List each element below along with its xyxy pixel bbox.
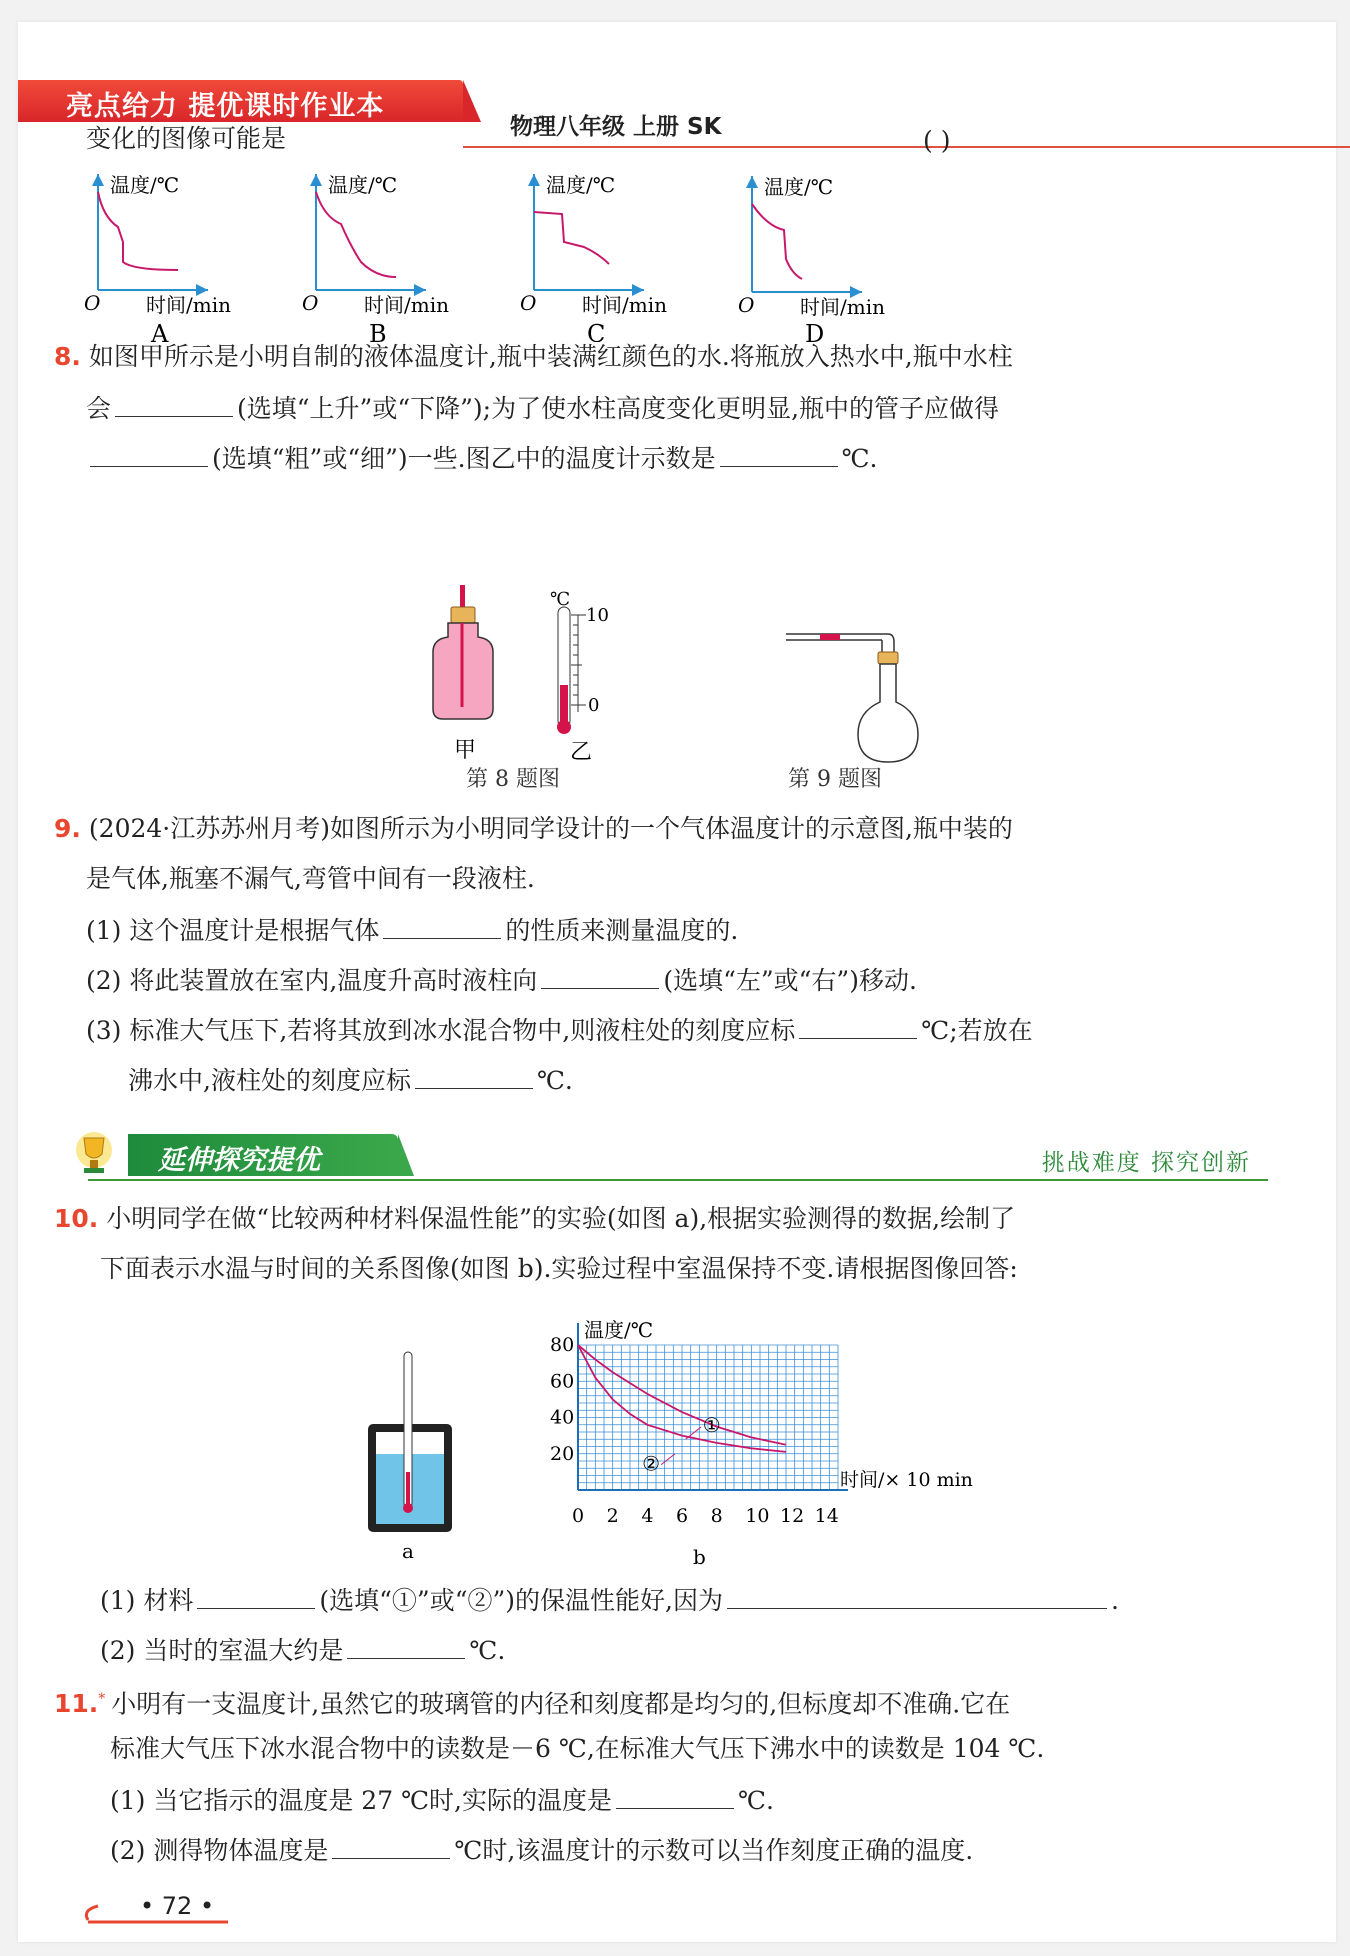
graph-a-origin: O — [84, 291, 101, 315]
chart-xlabel: 时间/× 10 min — [840, 1469, 973, 1491]
q10-blank-3[interactable] — [347, 1632, 465, 1659]
q10-blank-2[interactable] — [727, 1582, 1107, 1609]
x-tick-label: 2 — [606, 1505, 619, 1527]
chart-axes — [578, 1323, 848, 1490]
q8-line3: (选填“粗”或“细”)一些.图乙中的温度计示数是 ℃. — [86, 440, 878, 476]
q11-line1: 11.* 小明有一支温度计,虽然它的玻璃管的内径和刻度都是均匀的,但标度却不准确.它在 — [54, 1689, 1011, 1719]
x-tick-label: 14 — [814, 1505, 839, 1527]
q11-mark: * — [98, 1691, 106, 1707]
q10-blank-1[interactable] — [197, 1582, 315, 1609]
x-tick-label: 6 — [676, 1505, 689, 1527]
section-title: 延伸探究提优 — [158, 1145, 320, 1176]
q10-fig-b-label: b — [693, 1545, 706, 1569]
q8-fig-yi: 乙 — [570, 740, 593, 765]
graph-b-xlabel: 时间/min — [364, 293, 449, 317]
graph-b-letter: B — [369, 320, 387, 342]
section-rule — [88, 1179, 1268, 1181]
graph-c-curve — [534, 212, 609, 264]
graph-d-ylabel: 温度/℃ — [764, 175, 834, 199]
graph-a-curve — [98, 192, 178, 270]
q11-blank-2[interactable] — [332, 1832, 450, 1859]
q11-part1: (1) 当它指示的温度是 27 ℃时,实际的温度是 ℃. — [110, 1782, 774, 1818]
therm-10: 10 — [586, 605, 609, 626]
series-title: 亮点给力 提优课时作业本 — [66, 91, 385, 122]
q10-line1: 10. 小明同学在做“比较两种材料保温性能”的实验(如图 a),根据实验测得的数据,绘制了 — [54, 1204, 1016, 1233]
liquid-thermometer-bottle — [433, 585, 493, 719]
q11-number: 11. — [54, 1689, 99, 1719]
q9-blank-2[interactable] — [541, 962, 659, 989]
header-rule — [463, 146, 1350, 148]
x-tick-label: 4 — [641, 1505, 654, 1527]
subject-label: 物理八年级 上册 SK — [510, 114, 722, 140]
graph-d-xlabel: 时间/min — [800, 295, 885, 319]
q9-figure — [778, 622, 938, 772]
q8-figure — [418, 577, 638, 787]
graph-b — [302, 173, 449, 342]
q9-part1: (1) 这个温度计是根据气体 的性质来测量温度的. — [86, 912, 738, 948]
section-subtitle: 挑战难度 探究创新 — [1041, 1150, 1251, 1176]
q8-line1: 8. 如图甲所示是小明自制的液体温度计,瓶中装满红颜色的水.将瓶放入热水中,瓶中水柱 — [54, 342, 1013, 371]
series-label-1: ① — [702, 1413, 721, 1437]
q7-stem-tail: 变化的图像可能是 — [86, 124, 287, 153]
graph-d-letter: D — [805, 320, 825, 342]
y-tick-label: 40 — [550, 1406, 575, 1429]
x-tick-label: 0 — [572, 1505, 585, 1527]
q9-line1: 9. (2024·江苏苏州月考)如图所示为小明同学设计的一个气体温度计的示意图,瓶中装的 — [54, 814, 1013, 843]
q11-line2: 标准大气压下冰水混合物中的读数是－6 ℃,在标准大气压下沸水中的读数是 104 ℃. — [110, 1734, 1045, 1763]
q9-number: 9. — [54, 814, 81, 843]
q10-part1: (1) 材料 (选填“①”或“②”)的保温性能好,因为 . — [100, 1582, 1119, 1618]
q8-blank-2[interactable] — [90, 440, 208, 467]
series-label-2: ② — [642, 1451, 661, 1476]
page — [18, 22, 1336, 1942]
q9-part3: (3) 标准大气压下,若将其放到冰水混合物中,则液柱处的刻度应标 ℃;若放在 — [86, 1012, 1033, 1048]
graph-c-origin: O — [520, 291, 537, 315]
q9-blank-4[interactable] — [415, 1062, 533, 1089]
page-number: • 72 • — [140, 1892, 215, 1920]
graph-a-xlabel: 时间/min — [146, 293, 231, 317]
q9-caption: 第 9 题图 — [788, 767, 882, 792]
q7-graphs — [78, 162, 1078, 342]
trophy-icon — [66, 1126, 126, 1182]
q8-fig-jia: 甲 — [454, 738, 477, 763]
x-tick-label: 10 — [745, 1505, 770, 1527]
chart-ylabel: 温度/℃ — [584, 1318, 654, 1342]
y-tick-label: 80 — [550, 1334, 575, 1356]
q8-blank-1[interactable] — [115, 390, 233, 417]
graph-a-ylabel: 温度/℃ — [110, 173, 180, 197]
q8-line2: 会 (选填“上升”或“下降”);为了使水柱高度变化更明显,瓶中的管子应做得 — [86, 390, 999, 426]
q9-part2: (2) 将此装置放在室内,温度升高时液柱向 (选填“左”或“右”)移动. — [86, 962, 917, 998]
q10-part2: (2) 当时的室温大约是 ℃. — [100, 1632, 505, 1668]
graph-b-ylabel: 温度/℃ — [328, 173, 398, 197]
graph-d-origin: O — [738, 293, 755, 317]
graph-c — [520, 173, 667, 342]
graph-c-ylabel: 温度/℃ — [546, 173, 616, 197]
q10-chart — [523, 1312, 1063, 1572]
graph-b-curve — [316, 192, 396, 277]
q8-caption: 第 8 题图 — [466, 767, 560, 792]
q9-blank-1[interactable] — [383, 912, 501, 939]
q11-part2: (2) 测得物体温度是 ℃时,该温度计的示数可以当作刻度正确的温度. — [110, 1832, 973, 1868]
therm-0: 0 — [588, 695, 600, 716]
graph-d-curve — [752, 204, 802, 279]
q7-answer-paren: ( ) — [923, 126, 951, 155]
y-tick-label: 60 — [550, 1370, 575, 1393]
q8-number: 8. — [54, 342, 81, 371]
q10-number: 10. — [54, 1204, 99, 1233]
q11-blank-1[interactable] — [616, 1782, 734, 1809]
graph-c-letter: C — [587, 320, 606, 342]
q9-part3-cont: 沸水中,液柱处的刻度应标 ℃. — [128, 1062, 573, 1098]
x-tick-label: 8 — [710, 1505, 723, 1527]
graph-a-letter: A — [151, 320, 169, 342]
graph-a — [84, 173, 231, 342]
chart-labels — [550, 1334, 839, 1527]
q9-line2: 是气体,瓶塞不漏气,弯管中间有一段液柱. — [86, 864, 535, 893]
q9-blank-3[interactable] — [799, 1012, 917, 1039]
graph-c-xlabel: 时间/min — [582, 293, 667, 317]
therm-unit: ℃ — [550, 589, 571, 610]
graph-b-origin: O — [302, 291, 319, 315]
graph-d — [738, 175, 885, 342]
q8-blank-3[interactable] — [720, 440, 838, 467]
thermometer-yi — [550, 589, 609, 765]
q10-fig-a-label: a — [402, 1539, 414, 1562]
q10-line2: 下面表示水温与时间的关系图像(如图 b).实验过程中室温保持不变.请根据图像回答: — [100, 1254, 1018, 1283]
x-tick-label: 12 — [780, 1505, 805, 1527]
y-tick-label: 20 — [550, 1442, 575, 1465]
q10-figure-a — [348, 1332, 468, 1562]
